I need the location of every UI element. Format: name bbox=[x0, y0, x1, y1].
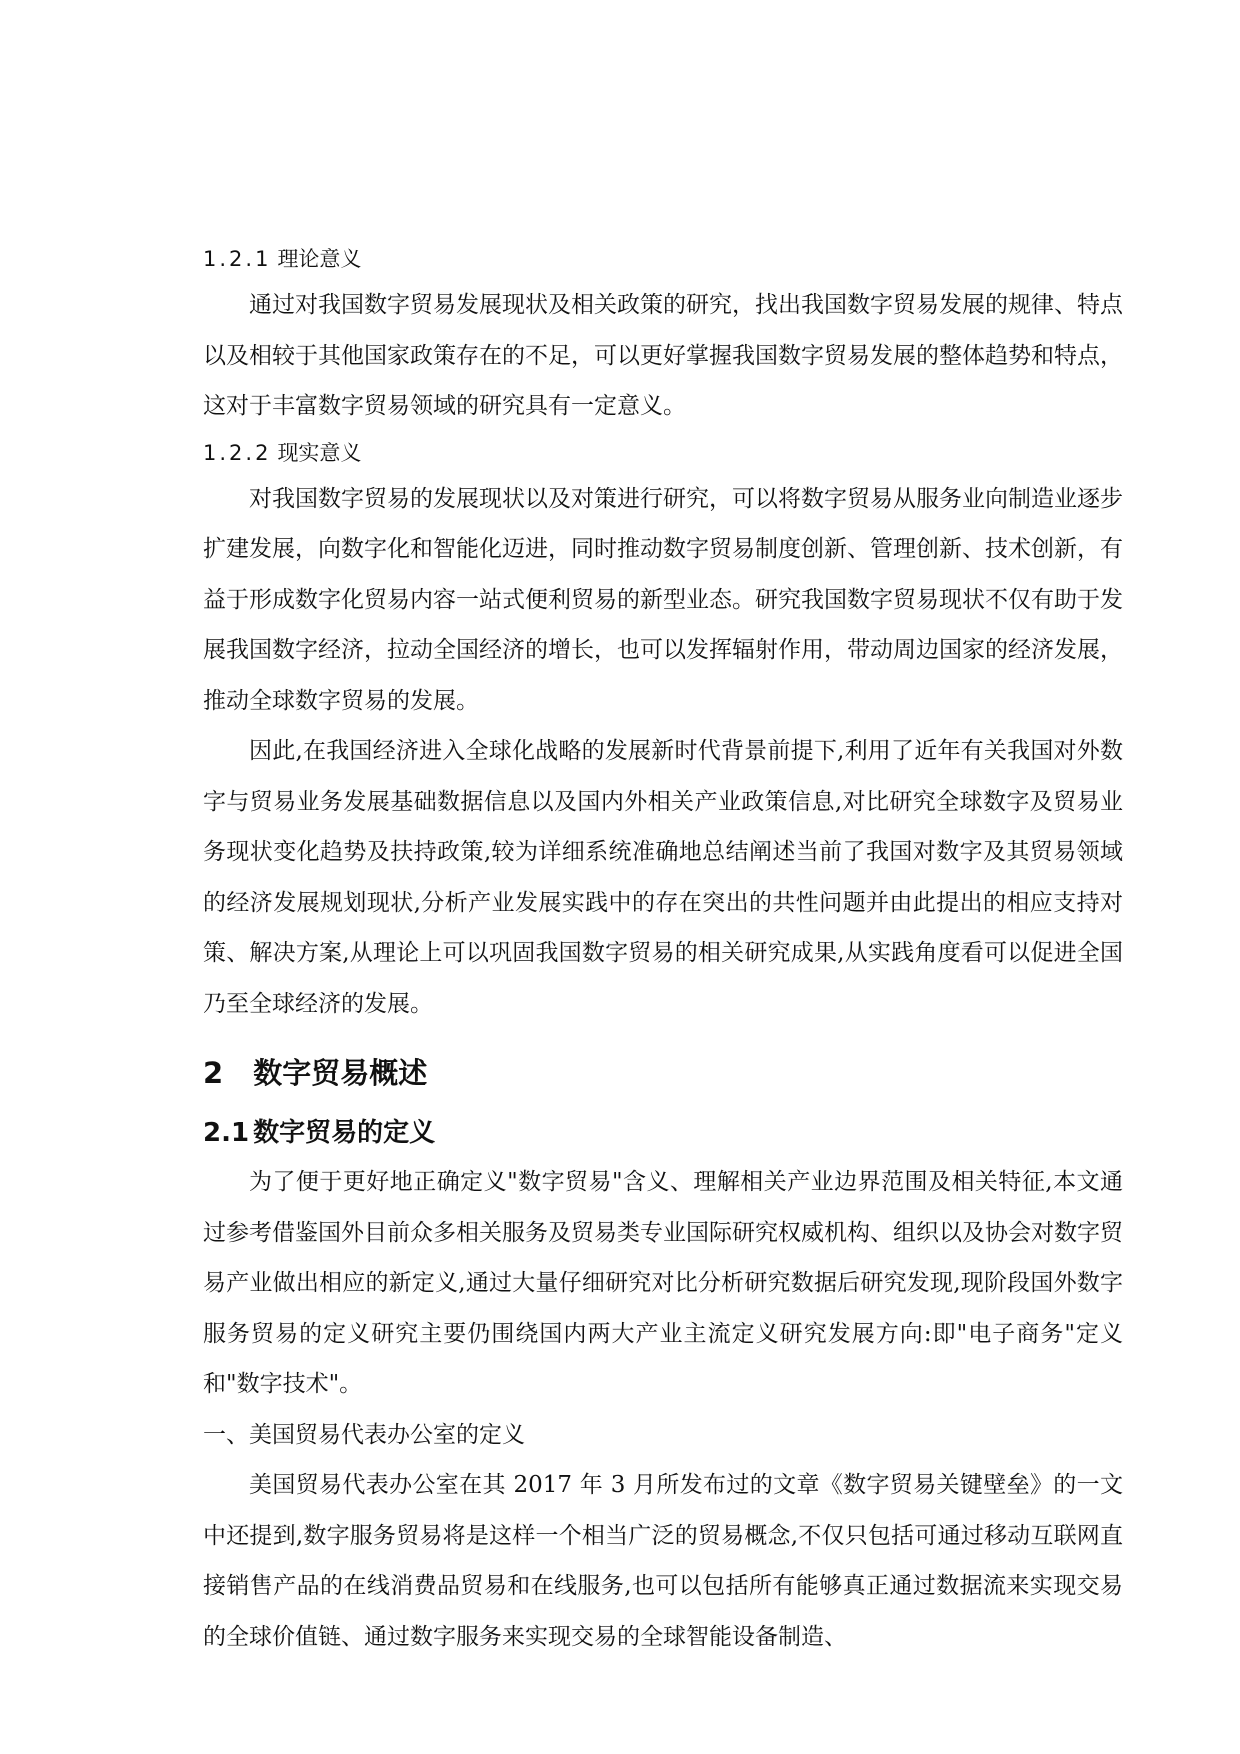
section-heading-2-1 bbox=[203, 1113, 1123, 1153]
paragraph-ustr-definition: 美国贸易代表办公室在其 2017 年 3 月所发布过的文章《数字贸易关键壁垒》的一文中还提到,数字服务贸易将是这样一个相当广泛的贸易概念,不仅只包括可通过移动互联网直接销售产品的在线消费品贸易和在线服务,也可以包括所有能够真正通过数据流来实现交易的全球价值链、通过数字服务来实现交易的全球智能设备制造、 bbox=[203, 1472, 1123, 1650]
chapter-title: 数字贸易概述 bbox=[253, 1056, 428, 1090]
paragraph-conclusion: 因此,在我国经济进入全球化战略的发展新时代背景前提下,利用了近年有关我国对外数字与贸易业务发展基础数据信息以及国内外相关产业政策信息,对比研究全球数字及贸易业务现状变化趋势及扶持政策,较为详细系统准确地总结阐述当前了我国对数字及其贸易领域的经济发展规划现状,分析产业发展实践中的存在突出的共性问题并由此提出的相应支持对策、解决方案,从理论上可以巩固我国数字贸易的相关研究成果,从实践角度看可以促进全国乃至全球经济的发展。 bbox=[203, 738, 1123, 1017]
section-title: 数字贸易的定义 bbox=[253, 1118, 436, 1148]
list-heading-ustr: 一、美国贸易代表办公室的定义 bbox=[203, 1421, 525, 1448]
paragraph-theoretical-significance: 通过对我国数字贸易发展现状及相关政策的研究，找出我国数字贸易发展的规律、特点以及相较于其他国家政策存在的不足，可以更好掌握我国数字贸易发展的整体趋势和特点，这对于丰富数字贸易领域的研究具有一定意义。 bbox=[203, 292, 1123, 419]
paragraph-definition-intro: 为了便于更好地正确定义"数字贸易"含义、理解相关产业边界范围及相关特征,本文通过参考借鉴国外目前众多相关服务及贸易类专业国际研究权威机构、组织以及协会对数字贸易产业做出相应的新定义,通过大量仔细研究对比分析研究数据后研究发现,现阶段国外数字服务贸易的定义研究主要仍围绕国内两大产业主流定义研究发展方向:即"电子商务"定义和"数字技术"。 bbox=[203, 1169, 1123, 1397]
paragraph-practical-significance: 对我国数字贸易的发展现状以及对策进行研究，可以将数字贸易从服务业向制造业逐步扩建发展，向数字化和智能化迈进，同时推动数字贸易制度创新、管理创新、技术创新，有益于形成数字化贸易内容一站式便利贸易的新型业态。研究我国数字贸易现状不仅有助于发展我国数字经济，拉动全国经济的增长，也可以发挥辐射作用，带动周边国家的经济发展，推动全球数字贸易的发展。 bbox=[203, 485, 1123, 714]
document-page bbox=[203, 238, 1123, 1662]
chapter-heading-2 bbox=[203, 1051, 1123, 1095]
section-number: 2.1 bbox=[203, 1118, 250, 1148]
subsection-heading-1-2-1 bbox=[203, 238, 1123, 280]
subsection-title: 现实意义 bbox=[277, 440, 362, 465]
subsection-number: 1.2.2 bbox=[203, 440, 272, 465]
chapter-number: 2 bbox=[203, 1056, 224, 1090]
subsection-number: 1.2.1 bbox=[203, 247, 272, 271]
subsection-heading-1-2-2 bbox=[203, 432, 1123, 474]
subsection-title: 理论意义 bbox=[277, 247, 362, 271]
